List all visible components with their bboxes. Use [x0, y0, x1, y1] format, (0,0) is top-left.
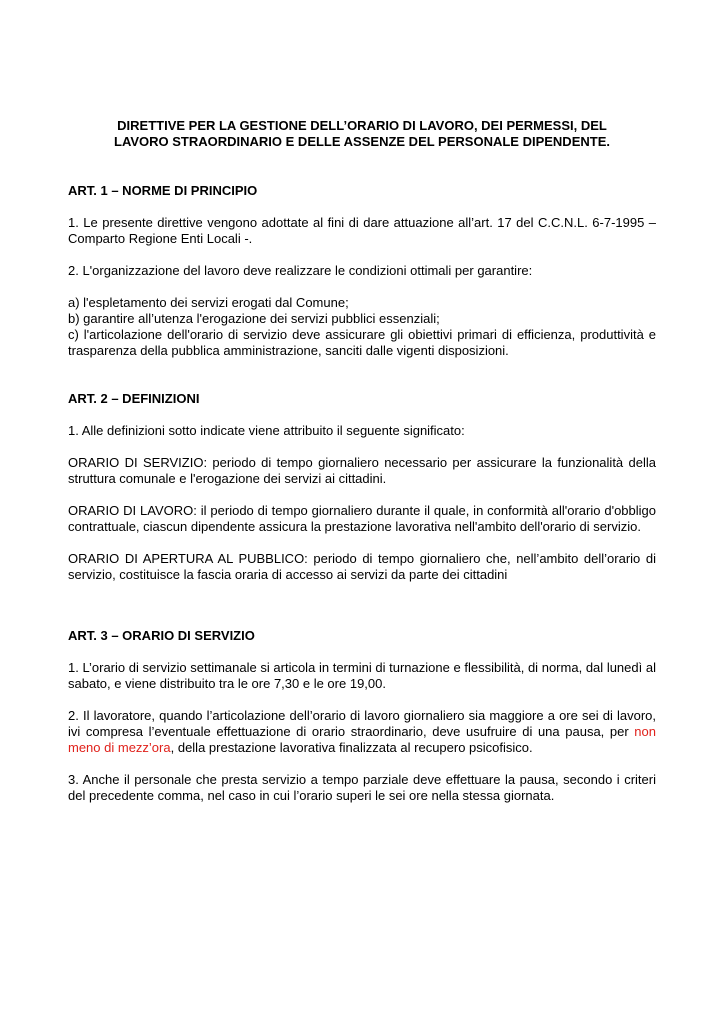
article-1-paragraph-2: 2. L'organizzazione del lavoro deve realizzare le condizioni ottimali per garantire: [68, 263, 533, 278]
article-3-paragraph-1: 1. L’orario di servizio settimanale si articola in termini di turnazione e flessibilità, di norma, dal lunedì al sabato, e viene distribuito tra le ore 7,30 e le ore 19,00. [68, 660, 656, 691]
definition-orario-di-servizio: ORARIO DI SERVIZIO: periodo di tempo giornaliero necessario per assicurare la funzionalità della struttura comunale e l'erogazione dei servizi ai cittadini. [68, 455, 656, 486]
definition-orario-apertura-pubblico: ORARIO DI APERTURA AL PUBBLICO: periodo di tempo giornaliero che, nell’ambito dell’orario di servizio, costituisce la fascia oraria di accesso ai servizi da parte dei cittadini [68, 551, 656, 582]
document-title: DIRETTIVE PER LA GESTIONE DELL’ORARIO DI LAVORO, DEI PERMESSI, DEL LAVORO STRAORDINARIO E DELLE ASSENZE DEL PERSONALE DIPENDENTE. [114, 118, 610, 149]
highlighted-text: non meno di mezz’ora [68, 724, 656, 755]
article-2-paragraph-1: 1. Alle definizioni sotto indicate viene attribuito il seguente significato: [68, 423, 465, 438]
article-3-paragraph-2-start: 2. Il lavoratore, quando l’articolazione dell’orario di lavoro giornaliero sia maggiore a ore sei di lavoro, ivi compresa l’eventuale effettuazione di orario straordinario, deve usufruire di una pausa, per [68, 708, 656, 739]
definition-orario-di-lavoro: ORARIO DI LAVORO: il periodo di tempo giornaliero durante il quale, in conformità all'orario d'obbligo contrattuale, ciascun dipendente assicura la prestazione lavorativa nell'ambito dell'orario di servizio. [68, 503, 656, 534]
article-3-paragraph-2 [68, 708, 656, 756]
article-2 [68, 391, 656, 583]
article-1-item-c: c) l'articolazione dell'orario di servizio deve assicurare gli obiettivi primari di efficienza, produttività e trasparenza della pubblica amministrazione, sanciti dalle vigenti disposizioni. [68, 327, 656, 358]
article-3-paragraph-2-end: , della prestazione lavorativa finalizzata al recupero psicofisico. [170, 740, 533, 755]
article-1-paragraph-1: 1. Le presente direttive vengono adottate al fini di dare attuazione all’art. 17 del C.C.N.L. 6-7-1995 – Comparto Regione Enti Locali -. [68, 215, 656, 246]
article-1-heading: ART. 1 – NORME DI PRINCIPIO [68, 183, 258, 198]
article-2-heading: ART. 2 – DEFINIZIONI [68, 391, 200, 406]
article-1-item-b: b) garantire all’utenza l'erogazione dei servizi pubblici essenziali; [68, 311, 440, 326]
article-3 [68, 628, 656, 804]
article-3-paragraph-3: 3. Anche il personale che presta servizio a tempo parziale deve effettuare la pausa, secondo i criteri del precedente comma, nel caso in cui l’orario superi le sei ore nella stessa giornata. [68, 772, 656, 803]
article-1 [68, 183, 656, 359]
article-3-heading: ART. 3 – ORARIO DI SERVIZIO [68, 628, 255, 643]
document-page [68, 118, 656, 804]
article-1-item-a: a) l'espletamento dei servizi erogati dal Comune; [68, 295, 349, 310]
